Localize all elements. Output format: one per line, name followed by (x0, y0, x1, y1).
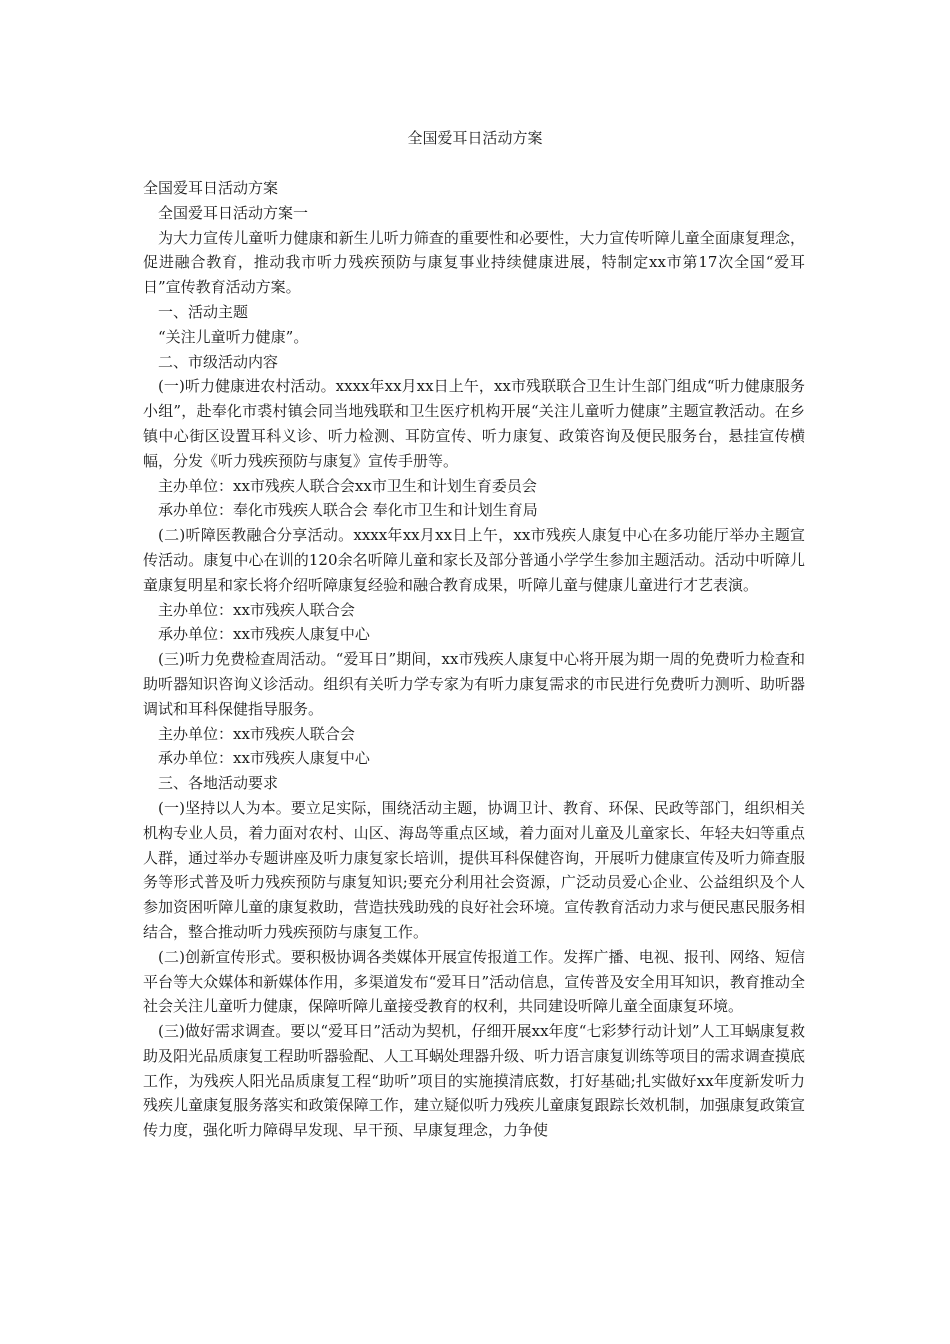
paragraph: (一)坚持以人为本。要立足实际，围绕活动主题，协调卫计、教育、环保、民政等部门，组织相关机构专业人员，着力面对农村、山区、海岛等重点区域，着力面对儿童及儿童家长、年轻夫妇等重点人群，通过举办专题讲座及听力康复家长培训，提供耳科保健咨询，开展听力健康宣传及听力筛查服务等形式普及听力残疾预防与康复知识;要充分利用社会资源，广泛动员爱心企业、公益组织及个人参加资困听障儿童的康复救助，营造扶残助残的良好社会环境。宣传教育活动力求与便民惠民服务相结合，整合推动听力残疾预防与康复工作。 (143, 798, 805, 941)
paragraph: (一)听力健康进农村活动。xxxx年xx月xx日上午，xx市残联联合卫生计生部门组成“听力健康服务小组”，赴奉化市裘村镇会同当地残联和卫生医疗机构开展“关注儿童听力健康”主题宣教活动。在乡镇中心街区设置耳科义诊、听力检测、耳防宣传、听力康复、政策咨询及便民服务台，悬挂宣传横幅，分发《听力残疾预防与康复》宣传手册等。 (143, 377, 805, 470)
paragraph: 主办单位：xx市残疾人联合会xx市卫生和计划生育委员会 (158, 476, 537, 495)
paragraph: 全国爱耳日活动方案 (143, 179, 279, 197)
paragraph: 全国爱耳日活动方案一 (158, 203, 309, 222)
paragraph: 一、活动主题 (158, 302, 249, 321)
paragraph: 二、市级活动内容 (158, 352, 279, 371)
paragraph: (二)听障医教融合分享活动。xxxx年xx月xx日上午，xx市残疾人康复中心在多功能厅举办主题宣传活动。康复中心在训的120余名听障儿童和家长及部分普通小学学生参加主题活动。活动中听障儿童康复明星和家长将介绍听障康复经验和融合教育成果，听障儿童与健康儿童进行才艺表演。 (143, 526, 805, 594)
paragraph: 主办单位：xx市残疾人联合会 (158, 600, 355, 619)
paragraph: (三)听力免费检查周活动。“爱耳日”期间，xx市残疾人康复中心将开展为期一周的免费听力检查和助听器知识咨询义诊活动。组织有关听力学专家为有听力康复需求的市民进行免费听力测听、助听器调试和耳科保健指导服务。 (143, 650, 805, 718)
paragraph: “关注儿童听力健康”。 (158, 327, 309, 346)
paragraph: 主办单位：xx市残疾人联合会 (158, 724, 355, 743)
paragraph: 承办单位：xx市残疾人康复中心 (158, 625, 370, 644)
paragraph: 承办单位：xx市残疾人康复中心 (158, 749, 370, 768)
document-body (143, 176, 805, 1143)
document-title: 全国爱耳日活动方案 (407, 129, 543, 147)
paragraph: (二)创新宣传形式。要积极协调各类媒体开展宣传报道工作。发挥广播、电视、报刊、网络、短信平台等大众媒体和新媒体作用，多渠道发布“爱耳日”活动信息，宣传普及安全用耳知识，教育推动全社会关注儿童听力健康，保障听障儿童接受教育的权利，共同建设听障儿童全面康复环境。 (143, 947, 805, 1016)
paragraph: 三、各地活动要求 (158, 774, 279, 793)
paragraph: (三)做好需求调查。要以“爱耳日”活动为契机，仔细开展xx年度“七彩梦行动计划”人工耳蜗康复救助及阳光品质康复工程助听器验配、人工耳蜗处理器升级、听力语言康复训练等项目的需求调查摸底工作，为残疾人阳光品质康复工程“助听”项目的实施摸清底数，打好基础;扎实做好xx年度新发听力残疾儿童康复服务落实和政策保障工作，建立疑似听力残疾儿童康复跟踪长效机制，加强康复政策宣传力度，强化听力障碍早发现、早干预、早康复理念，力争使 (143, 1022, 805, 1140)
paragraph: 为大力宣传儿童听力健康和新生儿听力筛查的重要性和必要性，大力宣传听障儿童全面康复理念，促进融合教育，推动我市听力残疾预防与康复事业持续健康进展，特制定xx市第17次全国“爱耳日”宣传教育活动方案。 (143, 228, 805, 297)
paragraph: 承办单位：奉化市残疾人联合会 奉化市卫生和计划生育局 (158, 501, 538, 520)
